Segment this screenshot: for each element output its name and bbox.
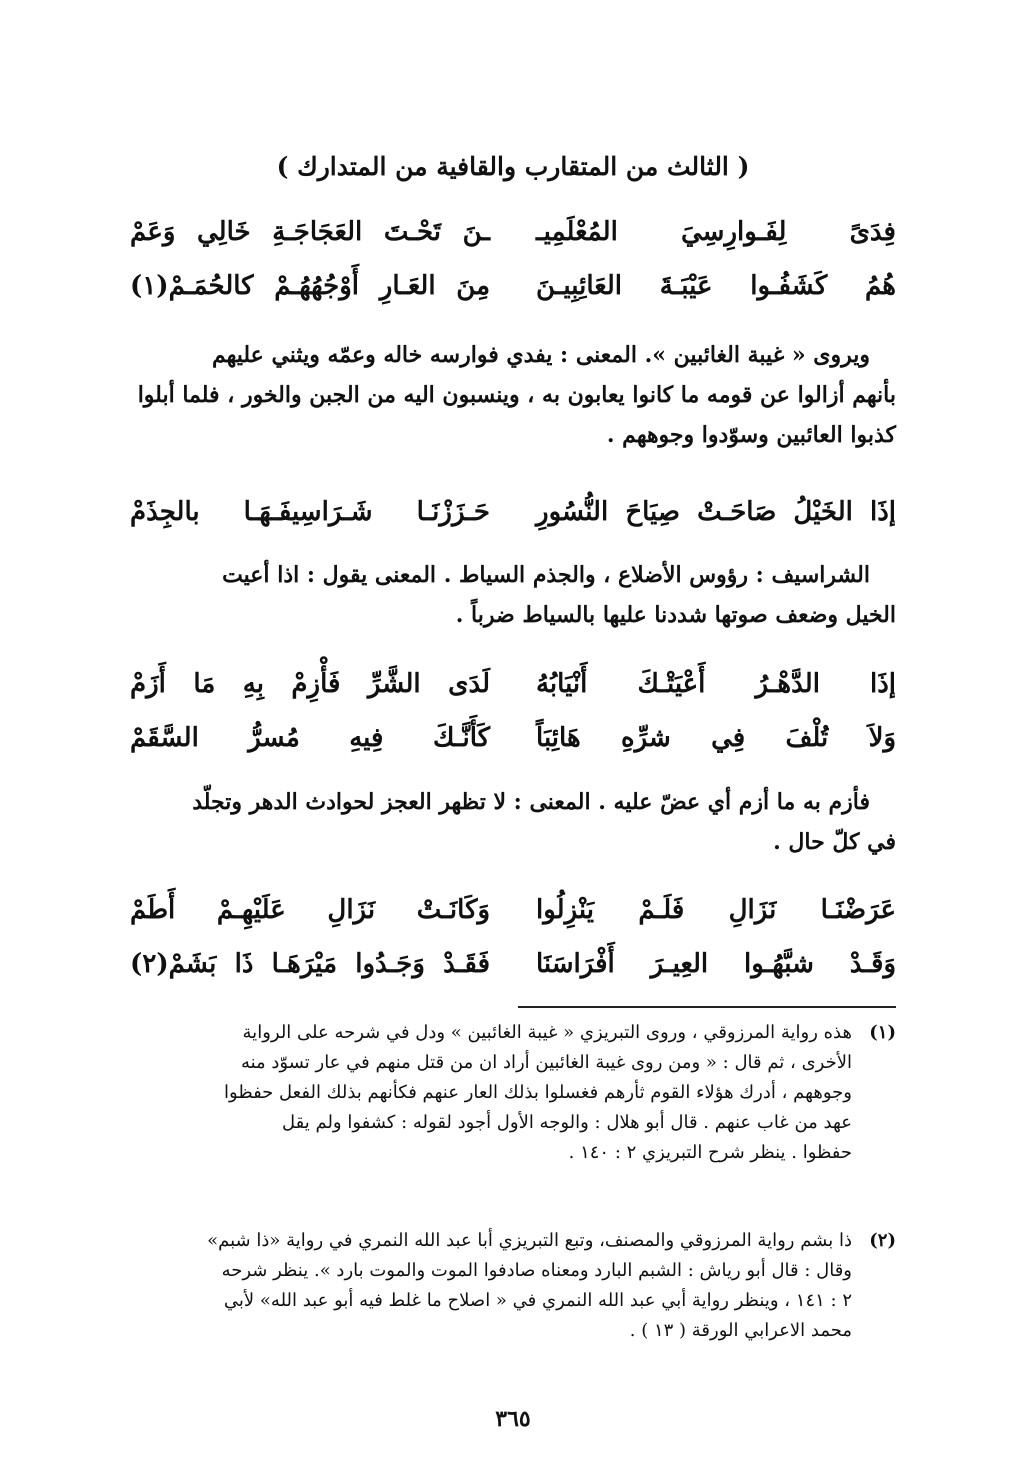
verse-word: هَائِبَاً [536, 723, 581, 753]
verse-word: بَشَمْ(٢) [130, 949, 217, 979]
verse-2 [130, 492, 896, 532]
hemistich-right [536, 217, 896, 247]
verse-word: فَقَـدْ [443, 949, 491, 979]
footnote-text [130, 1226, 852, 1346]
verse-word: أَطَمْ [130, 895, 176, 925]
footnote-separator [518, 1006, 896, 1008]
page-number: ٣٦٥ [495, 1406, 531, 1432]
verse-word: الشَّرِّ [367, 669, 421, 699]
verse-word: نَزَالِ [327, 895, 376, 925]
verse-word: العَـارِ [379, 271, 436, 301]
verse-word: نَزَالِ [728, 895, 777, 925]
verse-word: هُمُ [864, 271, 896, 301]
verse-word: وَكَانَـتْ [416, 895, 491, 925]
verse-word: شرِّهِ [620, 723, 671, 753]
verse-word: مِنَ [456, 271, 491, 301]
footnote-line: ذا بشم رواية المرزوقي والمصنف، وتبع التبريزي أبا عبد الله النمري في رواية «ذا شبم» [207, 1230, 852, 1251]
verse-word: ذَا [234, 949, 254, 979]
verse-word: السَّقَمْ [130, 723, 199, 753]
hemistich-right [536, 895, 896, 925]
footnote-line: ٢ : ١٤١ ، وينظر رواية أبي عبد الله النمري في « اصلاح ما غلط فيه أبو عبد الله» لأبي [223, 1290, 852, 1311]
hemistich-right [536, 723, 896, 753]
verse-word: يَنْزِلُوا [536, 895, 595, 925]
verse-word: وَقَـدْ [849, 949, 896, 979]
hemistich-left [130, 669, 490, 699]
verse-word: عَلَيْهِـمْ [216, 895, 286, 925]
verse-word: فِيهِ [349, 723, 384, 753]
verse-word: كالحُمَـمْ(١) [130, 271, 254, 301]
footnote-text [130, 1018, 852, 1168]
verse-word: وَلاَ [868, 723, 896, 753]
commentary-line: ويروى « غيبة الغائبين ». المعنى : يفدي فوارسه خاله وعمّه ويثني عليهم [211, 342, 870, 368]
verse-word: إذَا [869, 497, 896, 527]
verse-word: كَأَنَّـكَ [432, 723, 491, 753]
verse-word: خَالِي [197, 217, 251, 247]
footnote-line: وقال : قال أبو رياش : الشبم البارد ومعناه صادفوا الموت والموت بارد ». ينظر شرحه [221, 1260, 852, 1281]
verse-word: تَحْـتَ [383, 217, 441, 247]
verse-word: لِفَـوارِسِيَ [681, 217, 787, 247]
commentary-2 [130, 555, 896, 635]
hemistich-right [536, 949, 896, 979]
hemistich-right [536, 669, 896, 699]
verse-word: شبَّهُـوا [744, 949, 814, 979]
hemistich-left [130, 723, 490, 753]
verse-word: العِيـرَ [650, 949, 709, 979]
footnote-line: عهد من غاب عنهم . قال أبو هلال : والوجه الأول أجود لقوله : كشفوا ولم يقل [282, 1112, 852, 1133]
verse-3-line-2 [130, 718, 896, 758]
commentary-3 [130, 782, 896, 862]
verse-word: كَشَفُـوا [750, 271, 828, 301]
footnote-line: حفظوا . ينظر شرح التبريزي ٢ : ١٤٠ . [568, 1142, 852, 1163]
hemistich-left [130, 949, 490, 979]
footnote-1 [130, 1018, 896, 1168]
verse-word: العَجَاجَـةِ [272, 217, 363, 247]
verse-word: مَا [193, 669, 216, 699]
verse-word: أَعْيَتْـكَ [637, 669, 706, 699]
verse-word: وَعَمْ [130, 217, 176, 247]
commentary-line: الخيل وضعف صوتها شددنا عليها بالسياط ضرباً . [455, 602, 896, 628]
verse-word: ـنَ [462, 217, 491, 247]
hemistich-left [130, 271, 490, 301]
hemistich-left [130, 217, 490, 247]
verse-word: النُّسُورِ [536, 497, 609, 527]
verse-word: حَـزَزْنَـا [416, 497, 491, 527]
commentary-line: كذبوا العائبين وسوّدوا وجوههم . [606, 422, 896, 448]
verse-4-line-2 [130, 944, 896, 984]
verse-3-line-1 [130, 664, 896, 704]
verse-word: فَلَـمْ [638, 895, 685, 925]
verse-word: عَيْبَـةَ [659, 271, 713, 301]
verse-word: أَزَمْ [130, 669, 166, 699]
verse-word: بِهِ [242, 669, 264, 699]
commentary-line: في كلّ حال . [773, 829, 896, 855]
footnote-number: (١) [869, 1022, 896, 1043]
footnote-line: الأخرى ، ثم قال : « ومن روى غيبة الغائبين أراد ان من قتل منهم في عار تسوّد منه [240, 1052, 852, 1073]
commentary-line: الشراسيف : رؤوس الأضلاع ، والجذم السياط . المعنى يقول : اذا أعيت [222, 562, 870, 588]
footnote-2 [130, 1226, 896, 1346]
verse-word: فِدَىً [849, 217, 896, 247]
verse-word: تُلْفَ [785, 723, 829, 753]
book-page [130, 0, 896, 1477]
hemistich-right [536, 271, 896, 301]
verse-word: صَاحَـتْ [697, 497, 777, 527]
verse-4-line-1 [130, 890, 896, 930]
footnote-line: محمد الاعرابي الورقة ( ١٣ ) . [629, 1320, 852, 1341]
verse-word: صِيَاحَ [625, 497, 680, 527]
commentary-line: بأنهم أزالوا عن قومه ما كانوا يعابون به ، وينسبون اليه من الجبن والخور ، فلما أبلوا [137, 382, 896, 408]
verse-word: لَدَى [448, 669, 491, 699]
hemistich-left [130, 895, 490, 925]
verse-1-line-1 [130, 212, 896, 252]
section-heading: ( الثالث من المتقارب والقافية من المتدارك ) [276, 152, 750, 181]
verse-word: أَفْرَاسَنَا [536, 949, 615, 979]
verse-word: فَأْزِمْ [291, 669, 341, 699]
verse-1-line-2 [130, 266, 896, 306]
hemistich-left [130, 497, 490, 527]
hemistich-right [536, 497, 896, 527]
verse-word: الدَّهْـرُ [755, 669, 820, 699]
verse-word: شَـرَاسِيفَـهَـا [243, 497, 373, 527]
footnote-number: (٢) [869, 1230, 896, 1251]
verse-word: العَائِبِيـنَ [536, 271, 622, 301]
verse-word: الخَيْلُ [793, 497, 853, 527]
commentary-1 [130, 335, 896, 455]
verse-word: أَوْجُهُهُـمْ [274, 271, 360, 301]
verse-word: فِي [711, 723, 746, 753]
verse-word: المُعْلَمِيـ [536, 217, 618, 247]
verse-word: إذَا [869, 669, 896, 699]
verse-word: أَنْيَابُهُ [535, 669, 588, 699]
verse-word: مَيْرَهَـا [271, 949, 338, 979]
footnote-line: هذه رواية المرزوقي ، وروى التبريزي « غيبة الغائبين » ودل في شرحه على الرواية [242, 1022, 852, 1043]
verse-word: مُسرُّ [248, 723, 300, 753]
verse-word: عَرَضْنَـا [820, 895, 896, 925]
verse-word: بالجِذَمْ [130, 497, 200, 527]
commentary-line: فأزم به ما أزم أي عضّ عليه . المعنى : لا تظهر العجز لحوادث الدهر وتجلّد [192, 789, 870, 815]
footnote-line: وجوههم ، أدرك هؤلاء القوم ثأرهم فغسلوا بذلك العار عنهم فكأنهم بذلك الفعل حفظوا [224, 1082, 852, 1103]
verse-word: وَجَـدُوا [355, 949, 425, 979]
